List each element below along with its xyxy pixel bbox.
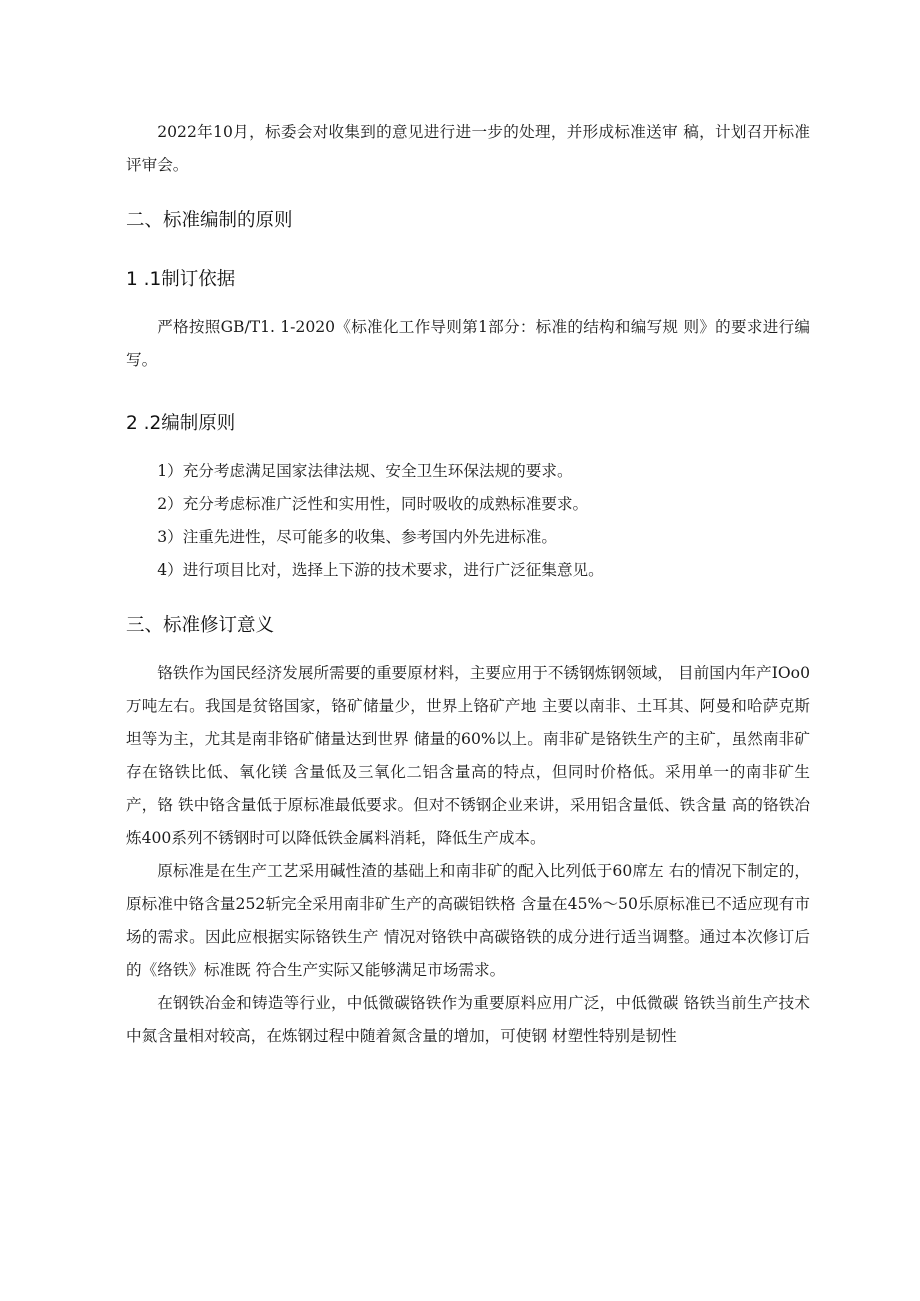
significance-paragraph-3: 在钢铁冶金和铸造等行业，中低微碳铬铁作为重要原料应用广泛，中低微碳 铬铁当前生产技术中氮含量相对较高，在炼钢过程中随着氮含量的增加，可使钢 材塑性特别是韧性 [126,994,810,1045]
list-item: 4）进行项目比对，选择上下游的技术要求，进行广泛征集意见。 [157,561,604,579]
principles-list [126,455,810,587]
list-item: 2）充分考虑标准广泛性和实用性，同时吸收的成熟标准要求。 [157,495,589,513]
document-body [126,116,810,1053]
subsection-heading-principles: 2 .2编制原则 [126,413,236,434]
section-heading-significance: 三、标准修订意义 [126,615,275,636]
section-heading-principles: 二、标准编制的原则 [126,210,293,231]
intro-paragraph: 2022年10月，标委会对收集到的意见进行进一步的处理，并形成标准送审 稿，计划召开标准评审会。 [126,123,810,174]
subsection-heading-basis: 1 .1制订依据 [126,269,236,290]
list-item: 1）充分考虑满足国家法律法规、安全卫生环保法规的要求。 [157,462,573,480]
significance-paragraph-2: 原标准是在生产工艺采用碱性渣的基础上和南非矿的配入比列低于60席左 右的情况下制定的，原标准中铬含量252斩完全采用南非矿生产的高碳铝铁格 含量在45%～50乐原标准已不适应现有市场的需求。因此应根据实际铬铁生产 情况对铬铁中高碳铬铁的成分进行适当调整。通过本次修订后的《络铁》标准既 符合生产实际又能够满足市场需求。 [126,862,810,979]
list-item: 3）注重先进性，尽可能多的收集、参考国内外先进标准。 [157,528,557,546]
basis-paragraph: 严格按照GB/T1. 1-2020《标准化工作导则第1部分：标准的结构和编写规 则》的要求进行编写。 [126,318,810,369]
significance-paragraph-1: 铬铁作为国民经济发展所需要的重要原材料，主要应用于不锈钢炼钢领域， 目前国内年产IOo0万吨左右。我国是贫铬国家，铬矿储量少，世界上铬矿产地 主要以南非、土耳其、阿曼和哈萨克斯坦等为主，尤其是南非铬矿储量达到世界 储量的60%以上。南非矿是铬铁生产的主矿，虽然南非矿存在铬铁比低、氧化镁 含量低及三氧化二铝含量高的特点，但同时价格低。采用单一的南非矿生产，铬 铁中铬含量低于原标准最低要求。但对不锈钢企业来讲，采用铝含量低、铁含量 高的铬铁冶炼400系列不锈钢时可以降低铁金属料消耗，降低生产成本。 [126,664,810,847]
